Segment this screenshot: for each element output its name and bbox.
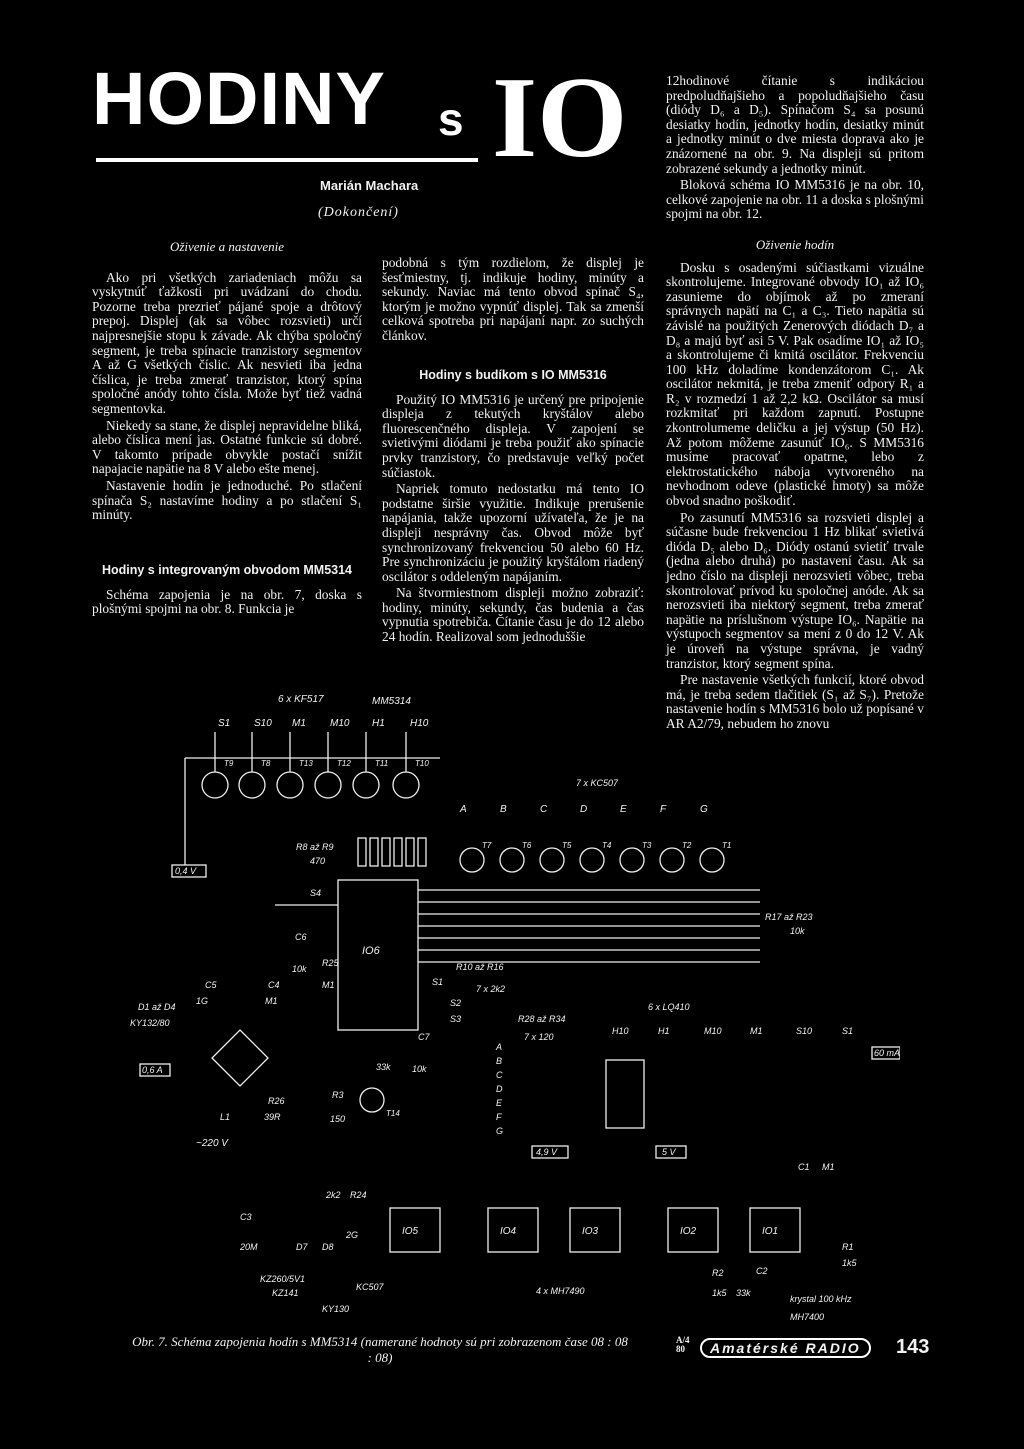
title-rule bbox=[96, 158, 478, 162]
svg-text:E: E bbox=[620, 804, 627, 815]
svg-text:M1: M1 bbox=[322, 980, 335, 990]
switch-label: M10 bbox=[330, 718, 350, 729]
svg-text:33k: 33k bbox=[376, 1062, 391, 1072]
segment-transistors bbox=[460, 848, 724, 872]
switch-label: H1 bbox=[372, 718, 385, 729]
svg-text:1k5: 1k5 bbox=[842, 1258, 857, 1268]
svg-text:F: F bbox=[660, 804, 667, 815]
svg-text:E: E bbox=[496, 1098, 503, 1108]
svg-text:T9: T9 bbox=[224, 759, 234, 768]
svg-text:~220 V: ~220 V bbox=[196, 1138, 228, 1149]
svg-text:S3: S3 bbox=[450, 1014, 462, 1024]
svg-text:IO3: IO3 bbox=[582, 1226, 599, 1237]
column-1 bbox=[92, 240, 362, 619]
subheading: Hodiny s budíkom s IO MM5316 bbox=[419, 367, 607, 382]
svg-text:IO6: IO6 bbox=[362, 945, 380, 957]
label: MM5314 bbox=[372, 696, 411, 707]
circuit-schematic bbox=[100, 690, 900, 1330]
svg-text:krystal 100 kHz: krystal 100 kHz bbox=[790, 1294, 852, 1304]
svg-text:T13: T13 bbox=[299, 759, 313, 768]
svg-text:R1: R1 bbox=[842, 1242, 854, 1252]
svg-text:39R: 39R bbox=[264, 1112, 281, 1122]
svg-text:C4: C4 bbox=[268, 980, 280, 990]
svg-text:T4: T4 bbox=[602, 841, 612, 850]
svg-text:F: F bbox=[496, 1112, 502, 1122]
subheading: Hodiny s integrovaným obvodom MM5314 bbox=[101, 562, 353, 577]
svg-text:KY132/80: KY132/80 bbox=[130, 1018, 170, 1028]
svg-text:L1: L1 bbox=[220, 1112, 231, 1122]
svg-text:R25: R25 bbox=[322, 958, 339, 968]
svg-text:S1: S1 bbox=[432, 977, 444, 987]
svg-text:S2: S2 bbox=[450, 998, 462, 1008]
svg-text:T10: T10 bbox=[415, 759, 429, 768]
svg-text:S10: S10 bbox=[796, 1026, 813, 1036]
label: 6 x KF517 bbox=[278, 694, 324, 705]
svg-text:1k5: 1k5 bbox=[712, 1288, 727, 1298]
svg-text:R2: R2 bbox=[712, 1268, 724, 1278]
paragraph: Po zasunutí MM5316 sa rozsvieti displej a súčasne bude frekvenciou 1 Hz blikať svietivá dióda D₅ alebo D₆. Diódy ostanú svietiť trvale (jedna alebo druhá) po nastavení času. Ak sa jedno číslo na displeji nerozsvieti vôbec, treba skontrolovať prívod ku spoločnej anóde. Ak sa nerozsvieti iba niektorý segment, treba zmerať napätie na príslušnom výstupe IO₆. Napätie na výstupoch segmentov sa mení z 0 do 12 V. Ak je úroveň na výstupe správna, je vadný tranzistor, ktorý segment spína. bbox=[666, 509, 924, 671]
svg-text:KZ141: KZ141 bbox=[272, 1288, 299, 1298]
svg-text:M1: M1 bbox=[822, 1162, 835, 1172]
paragraph: 12hodinové čítanie s indikáciou predpoludňajšieho a popoludňajšieho času (diódy D₆ a D₅). Spínačom S₄ sa posunú desiatky hodín, jednotky hodín, desiatky minút a jednotky minút o dve miesta doprava ako je znázornené na obr. 9. Na displeji sú pritom zobrazené sekundy a jednotky minút. bbox=[666, 73, 924, 176]
svg-text:IO2: IO2 bbox=[680, 1226, 697, 1237]
magazine-logo: Amatérské RADIO bbox=[700, 1338, 871, 1358]
svg-text:7 x 2k2: 7 x 2k2 bbox=[476, 984, 506, 994]
svg-text:R28 až R34: R28 až R34 bbox=[518, 1014, 566, 1024]
issue-label: A/4 80 bbox=[676, 1335, 690, 1354]
article-title-s: s bbox=[438, 93, 464, 145]
svg-text:C: C bbox=[496, 1070, 503, 1080]
svg-text:T7: T7 bbox=[482, 841, 492, 850]
svg-text:D: D bbox=[496, 1084, 503, 1094]
paragraph: Bloková schéma IO MM5316 je na obr. 10, celkové zapojenie na obr. 11 a doska s plošnými spojmi na obr. 12. bbox=[666, 177, 924, 222]
svg-text:M1: M1 bbox=[750, 1026, 763, 1036]
figure-caption: Obr. 7. Schéma zapojenia hodín s MM5314 (namerané hodnoty sú pri zobrazenom čase 08 : 08 : 08) bbox=[132, 1334, 628, 1365]
transistor-t14 bbox=[360, 1088, 384, 1112]
svg-text:B: B bbox=[496, 1056, 503, 1066]
svg-text:C: C bbox=[540, 804, 548, 815]
paragraph: Schéma zapojenia je na obr. 7, doska s plošnými spojmi na obr. 8. Funkcia je bbox=[92, 586, 362, 617]
svg-text:D8: D8 bbox=[322, 1242, 334, 1252]
paragraph: Napriek tomuto nedostatku má tento IO podstatne širšie využitie. Indikuje prerušenie napájania, takže upozorní užívateľa, že je na displeji nesprávny čas. Obvod môže byť synchronizovaný frekvenciou 50 alebo 60 Hz. Pre synchronizáciu je použitý kryštálom riadený oscilátor s oddeleným napájaním. bbox=[382, 481, 644, 584]
section-heading: Oživenie a nastavenie bbox=[169, 239, 285, 254]
svg-text:4 x MH7490: 4 x MH7490 bbox=[536, 1286, 585, 1296]
diode-bridge bbox=[212, 1030, 268, 1086]
page-number: 143 bbox=[896, 1336, 930, 1358]
svg-text:M10: M10 bbox=[704, 1026, 722, 1036]
svg-text:S1: S1 bbox=[842, 1026, 854, 1036]
svg-text:T1: T1 bbox=[722, 841, 732, 850]
svg-text:33k: 33k bbox=[736, 1288, 751, 1298]
switch-label: H10 bbox=[410, 718, 429, 729]
paragraph: Dosku s osadenými súčiastkami vizuálne skontrolujeme. Integrované obvody IO₁ až IO₆ zasunieme do objímok až po zmeraní správnych napätí na C₁ a C₃. Tieto napätia sú závislé na použitých Zenerových diódach D₇ a D₈ a majú byť asi 5 V. Pak osadíme IO₁ až IO₅ a skontrolujeme či kmitá oscilátor. Frekvenciu 100 kHz doladíme kondenzátorom C₁. Ak oscilátor nekmitá, je treba zmeniť odpory R₁ a R₂ v rozmedzí 1 až 2,2 kΩ. Oscilátor sa musí rozkmitať pri každom zapnutí. Postupne zkontrolumeme deličku a jej výstup (50 Hz). Až potom môžeme zasunúť IO₆. S MM5316 musíme pracovať opatrne, lebo z elektrostatického náboja vytvoreného na nevhodnom odeve (plastické hmoty) sa môže obvod snadno poškodiť. bbox=[666, 259, 924, 509]
switch-label: M1 bbox=[292, 718, 306, 729]
svg-text:MH7400: MH7400 bbox=[790, 1312, 825, 1322]
svg-text:0,4 V: 0,4 V bbox=[175, 866, 197, 876]
svg-text:T3: T3 bbox=[642, 841, 652, 850]
svg-text:IO1: IO1 bbox=[762, 1226, 779, 1237]
svg-text:KY130: KY130 bbox=[322, 1304, 350, 1314]
svg-text:D7: D7 bbox=[296, 1242, 308, 1252]
paragraph: Použitý IO MM5316 je určený pre pripojenie displeja z tekutých kryštálov alebo fluorescenčného displeja. V zapojení se svietivými diódami je treba použiť ako spínacie prvky tranzistory, čo predstavuje veľký počet súčiastok. bbox=[382, 391, 644, 480]
svg-text:H1: H1 bbox=[658, 1026, 670, 1036]
section-heading: Oživenie hodín bbox=[755, 236, 835, 252]
svg-text:A: A bbox=[496, 1042, 503, 1052]
svg-text:T8: T8 bbox=[261, 759, 271, 768]
svg-text:T14: T14 bbox=[386, 1109, 400, 1118]
svg-text:10k: 10k bbox=[292, 964, 307, 974]
svg-text:7 x 120: 7 x 120 bbox=[524, 1032, 554, 1042]
svg-text:2k2: 2k2 bbox=[326, 1190, 341, 1200]
svg-text:R10 až R16: R10 až R16 bbox=[456, 962, 504, 972]
svg-text:C7: C7 bbox=[418, 1032, 430, 1042]
svg-text:R24: R24 bbox=[350, 1190, 367, 1200]
svg-text:M1: M1 bbox=[265, 996, 278, 1006]
svg-text:D1 až D4: D1 až D4 bbox=[138, 1002, 176, 1012]
svg-text:7 x KC507: 7 x KC507 bbox=[576, 778, 619, 788]
column-3 bbox=[666, 74, 924, 734]
svg-text:R17 až R23: R17 až R23 bbox=[765, 912, 813, 922]
svg-text:10k: 10k bbox=[412, 1064, 427, 1074]
svg-text:H10: H10 bbox=[612, 1026, 629, 1036]
display-digit bbox=[606, 1060, 644, 1128]
svg-text:5 V: 5 V bbox=[662, 1147, 676, 1157]
column-2 bbox=[382, 256, 644, 647]
svg-text:10k: 10k bbox=[790, 926, 805, 936]
svg-text:R8 až R9: R8 až R9 bbox=[296, 842, 334, 852]
svg-text:C1: C1 bbox=[798, 1162, 810, 1172]
svg-text:C5: C5 bbox=[205, 980, 217, 990]
svg-text:S4: S4 bbox=[310, 888, 322, 898]
svg-text:2G: 2G bbox=[346, 1230, 359, 1240]
svg-text:4,9 V: 4,9 V bbox=[536, 1147, 558, 1157]
subtitle: (Dokončení) bbox=[318, 205, 399, 220]
svg-text:A: A bbox=[460, 804, 467, 815]
svg-text:150: 150 bbox=[330, 1114, 346, 1124]
paragraph: podobná s tým rozdielom, že displej je šesťmiestny, tj. indikuje hodiny, minúty a sekundy. Naviac má tento obvod spínač S₄, ktorým je možno vypnúť displej. Tak sa zmenší celková spotreba pri napájaní napr. zo suchých článkov. bbox=[382, 255, 644, 343]
svg-text:C3: C3 bbox=[240, 1212, 252, 1222]
paragraph: Nastavenie hodín je jednoduché. Po stlačení spínača S₂ nastavíme hodiny a po stlačení S₁ minúty. bbox=[92, 477, 362, 523]
svg-text:T6: T6 bbox=[522, 841, 532, 850]
svg-text:R3: R3 bbox=[332, 1090, 344, 1100]
svg-text:R26: R26 bbox=[268, 1096, 285, 1106]
switch-label: S10 bbox=[254, 718, 272, 729]
svg-text:G: G bbox=[496, 1126, 504, 1136]
svg-text:D: D bbox=[580, 804, 588, 815]
svg-text:1G: 1G bbox=[196, 996, 209, 1006]
svg-text:T2: T2 bbox=[682, 841, 692, 850]
svg-text:IO5: IO5 bbox=[402, 1226, 419, 1237]
article-title: HODINY bbox=[92, 57, 386, 140]
resistor-bank bbox=[358, 838, 426, 866]
paragraph: Pre nastavenie všetkých funkcií, ktoré obvod má, je treba sedem tlačitiek (S₁ až S₇). Pretože nastavenie hodín s MM5316 bolo už popísané v AR A2/79, nebudem ho znovu bbox=[666, 672, 924, 731]
paragraph: Niekedy sa stane, že displej nepravidelne bliká, alebo číslica mení jas. Ostatné funkcie sú dobré. V takomto prípade obvykle postačí snížit napajacie napätie na 8 V alebo ešte menej. bbox=[92, 417, 362, 477]
transistor-row bbox=[202, 772, 419, 798]
svg-text:6 x LQ410: 6 x LQ410 bbox=[648, 1002, 690, 1012]
author: Marián Machara bbox=[320, 178, 419, 193]
svg-text:0,6 A: 0,6 A bbox=[142, 1065, 163, 1075]
article-title-io: IO bbox=[492, 54, 628, 182]
svg-text:20M: 20M bbox=[240, 1242, 258, 1252]
paragraph: Ako pri všetkých zariadeniach môžu sa vyskytnúť ťažkosti pri uvádzaní do chodu. Pozorne treba prezrieť pájané spoje a drôtový prepoj. Displej (ak sa vôbec rozsvieti) určí najpresnejšie stopu k závade. Ak chýba spoločný segment, je treba spínacie tranzistory segmentov A až G všetkých číslic. Ak nesvieti iba jedna číslica, je treba zmerať tranzistor, ktorý spína spoločné anódy tohto čísla. Može byť tiež vadná segmentovka. bbox=[92, 269, 362, 416]
svg-text:60 mA: 60 mA bbox=[874, 1048, 900, 1058]
svg-text:B: B bbox=[500, 804, 507, 815]
svg-text:KC507: KC507 bbox=[356, 1282, 384, 1292]
svg-text:IO4: IO4 bbox=[500, 1226, 517, 1237]
svg-text:C6: C6 bbox=[295, 932, 307, 942]
svg-text:G: G bbox=[700, 804, 708, 815]
svg-text:470: 470 bbox=[310, 856, 326, 866]
svg-text:T12: T12 bbox=[337, 759, 351, 768]
svg-text:T11: T11 bbox=[375, 759, 389, 768]
switch-label: S1 bbox=[218, 718, 231, 729]
svg-text:T5: T5 bbox=[562, 841, 572, 850]
svg-text:KZ260/5V1: KZ260/5V1 bbox=[260, 1274, 306, 1284]
svg-text:C2: C2 bbox=[756, 1266, 768, 1276]
paragraph: Na štvormiestnom displeji možno zobraziť: hodiny, minúty, sekundy, čas budenia a čas vypnutia spotrebiča. Čítanie času je do 12 alebo 24 hodín. Realizoval som jednoduššie bbox=[382, 585, 644, 645]
